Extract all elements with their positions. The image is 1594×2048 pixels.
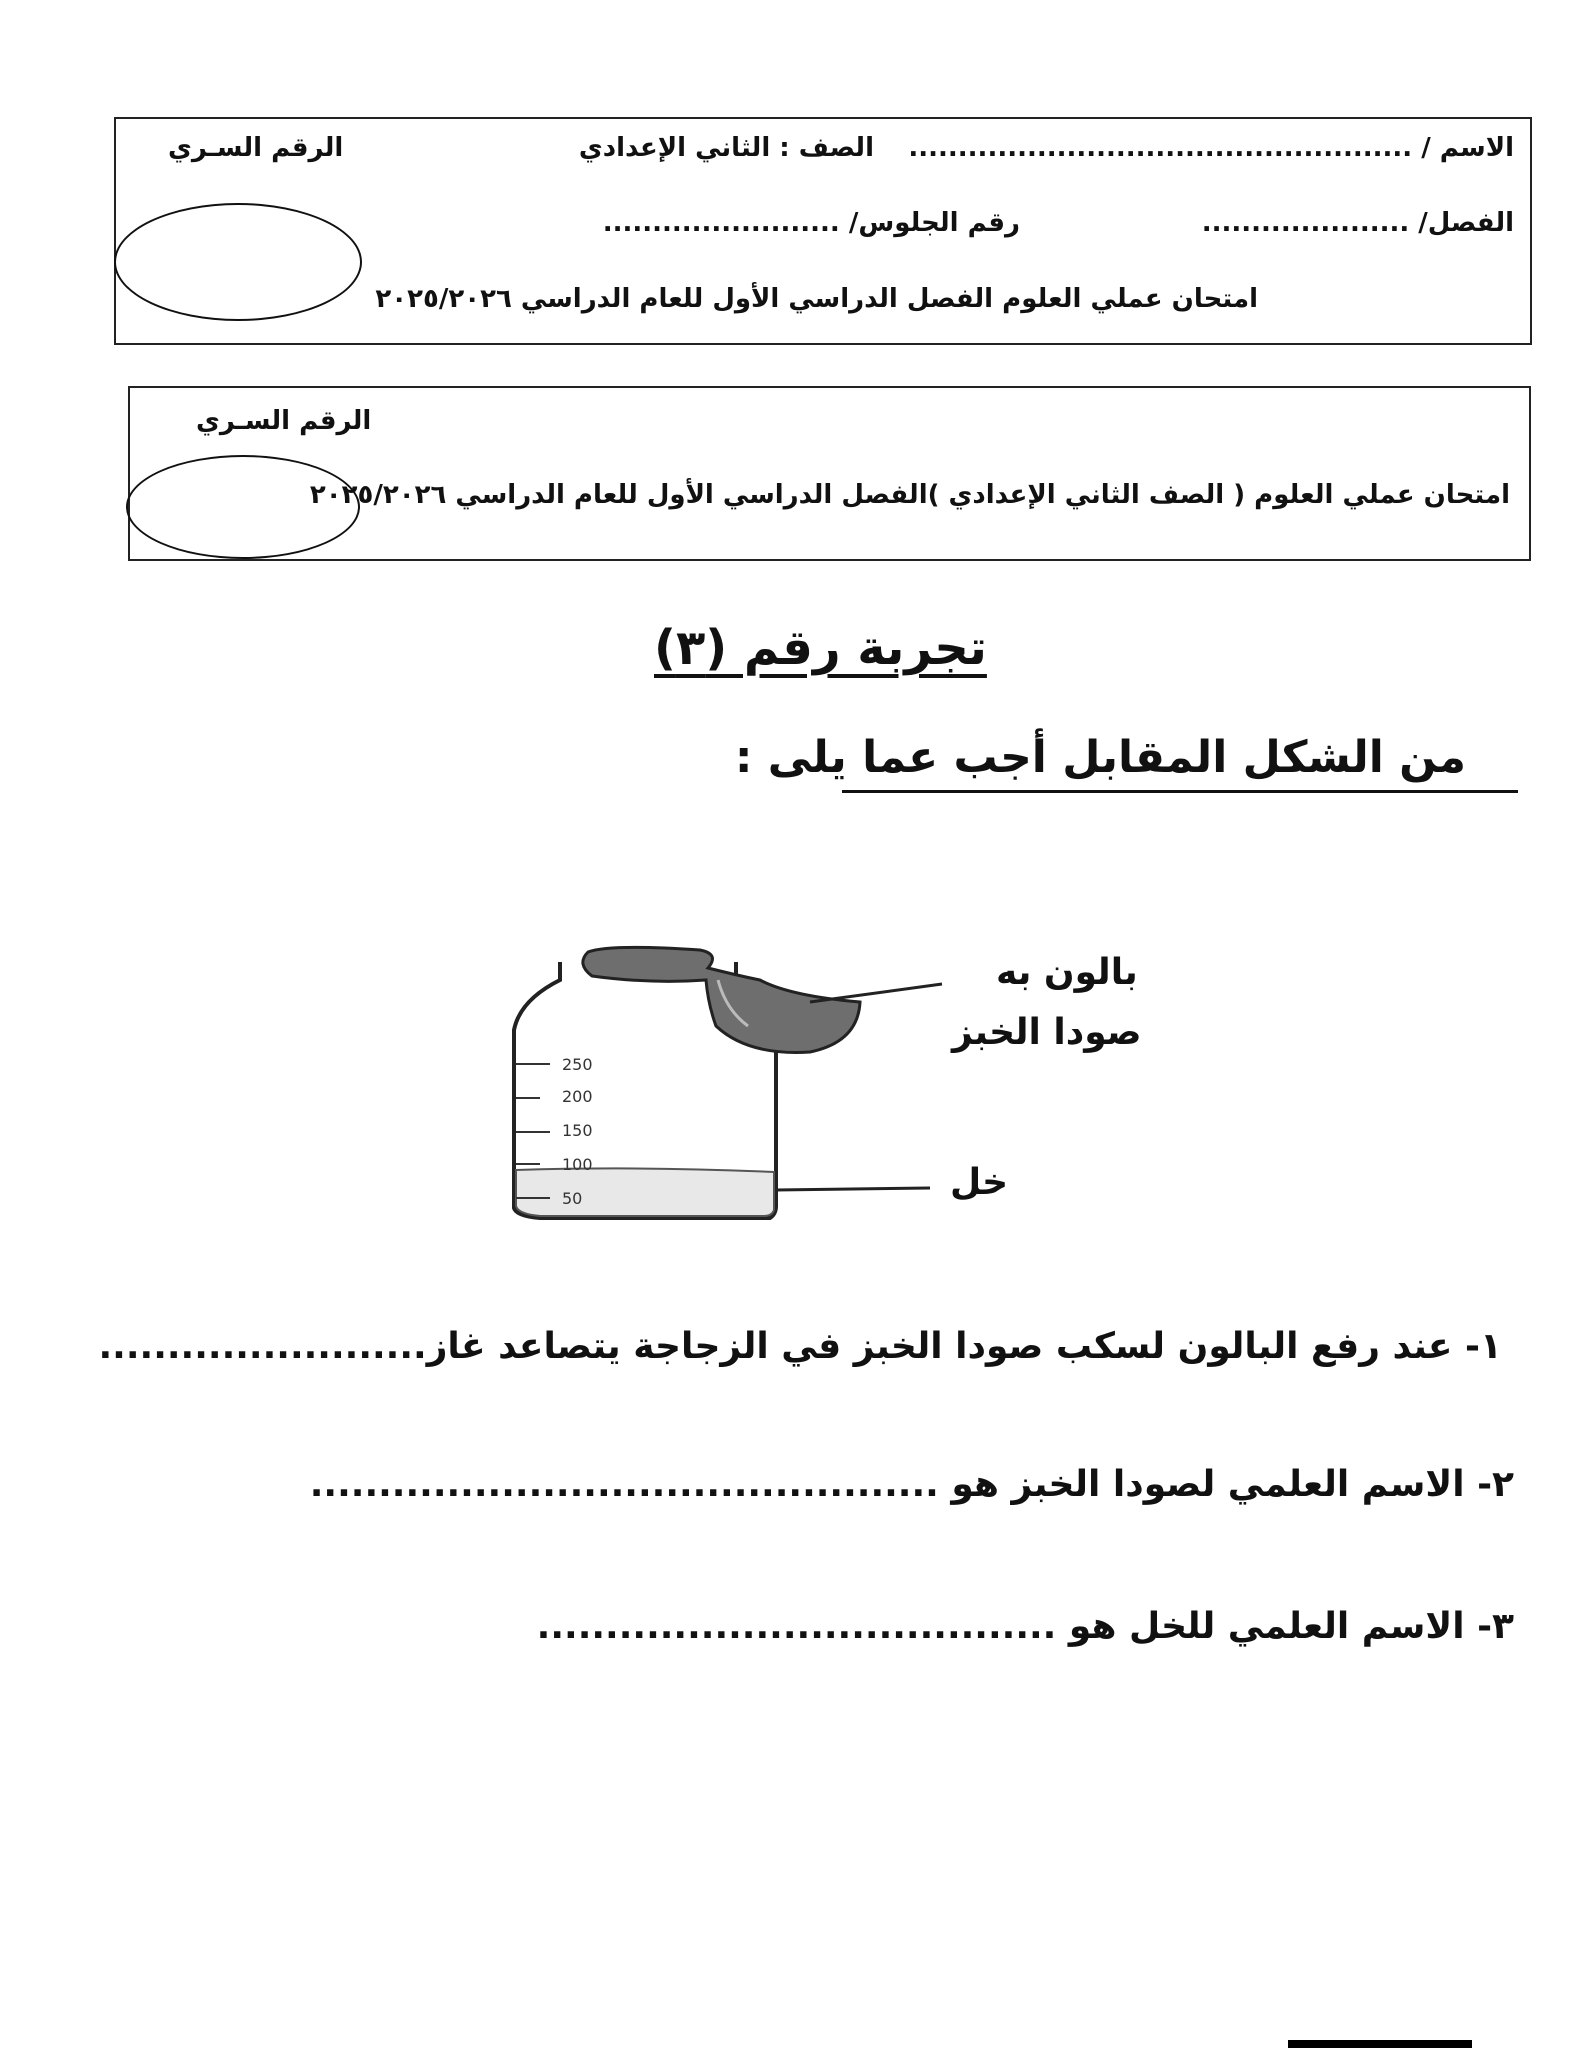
secret-number-oval-2 xyxy=(126,455,360,559)
experiment-title: تجربة رقم (٣) xyxy=(654,620,987,676)
seat-field xyxy=(603,208,1020,238)
seat-dots: ........................ xyxy=(602,208,840,238)
balloon-pointer-line xyxy=(810,984,942,1002)
name-label: الاسم / xyxy=(1421,133,1514,163)
name-field xyxy=(908,133,1514,163)
question-1-answer-blank[interactable]: ........................ xyxy=(98,1326,427,1367)
question-2-text: ٢- الاسم العلمي لصودا الخبز هو xyxy=(951,1464,1514,1505)
question-1 xyxy=(98,1326,1502,1367)
question-1-text: ١- عند رفع البالون لسكب صودا الخبز في الزجاجة يتصاعد غاز xyxy=(426,1326,1502,1367)
grade-label: الصف : الثاني الإعدادي xyxy=(578,133,874,163)
balloon-label-line1: بالون به xyxy=(996,952,1138,993)
question-2 xyxy=(310,1464,1514,1505)
exam-title-1: امتحان عملي العلوم الفصل الدراسي الأول للعام الدراسي ٢٠٢٥/٢٠٢٦ xyxy=(375,284,1258,314)
question-3 xyxy=(537,1606,1514,1647)
question-2-answer-blank[interactable]: .............................................. xyxy=(309,1464,939,1505)
secret-number-label-1: الرقم السـري xyxy=(168,133,344,163)
class-dots: ..................... xyxy=(1201,208,1410,238)
instruction-underline xyxy=(842,790,1518,793)
scale-mark: 200 xyxy=(562,1087,593,1106)
balloon-label-line2: صودا الخبز xyxy=(952,1012,1142,1053)
seat-label: رقم الجلوس/ xyxy=(848,208,1020,238)
class-label: الفصل/ xyxy=(1418,208,1514,238)
scale-mark: 100 xyxy=(562,1155,593,1174)
question-3-answer-blank[interactable]: ...................................... xyxy=(536,1606,1057,1647)
exam-title-2: امتحان عملي العلوم ( الصف الثاني الإعدادي )الفصل الدراسي الأول للعام الدراسي ٢٠٢٥/٢٠٢٦ xyxy=(309,480,1510,510)
scale-mark: 50 xyxy=(562,1189,583,1208)
vinegar-pointer-line xyxy=(776,1188,930,1190)
name-dots: ................................................... xyxy=(908,133,1413,163)
scale-mark: 150 xyxy=(562,1121,593,1140)
secret-number-label-2: الرقم السـري xyxy=(196,406,372,436)
class-field xyxy=(1202,208,1514,238)
vinegar-label: خل xyxy=(950,1162,1009,1203)
scale-mark: 250 xyxy=(562,1055,593,1074)
question-3-text: ٣- الاسم العلمي للخل هو xyxy=(1068,1606,1514,1647)
secret-number-oval-1 xyxy=(114,203,362,321)
footer-bar xyxy=(1288,2040,1472,2048)
vinegar-liquid xyxy=(516,1168,774,1216)
instruction-heading: من الشكل المقابل أجب عما يلى : xyxy=(734,732,1466,783)
